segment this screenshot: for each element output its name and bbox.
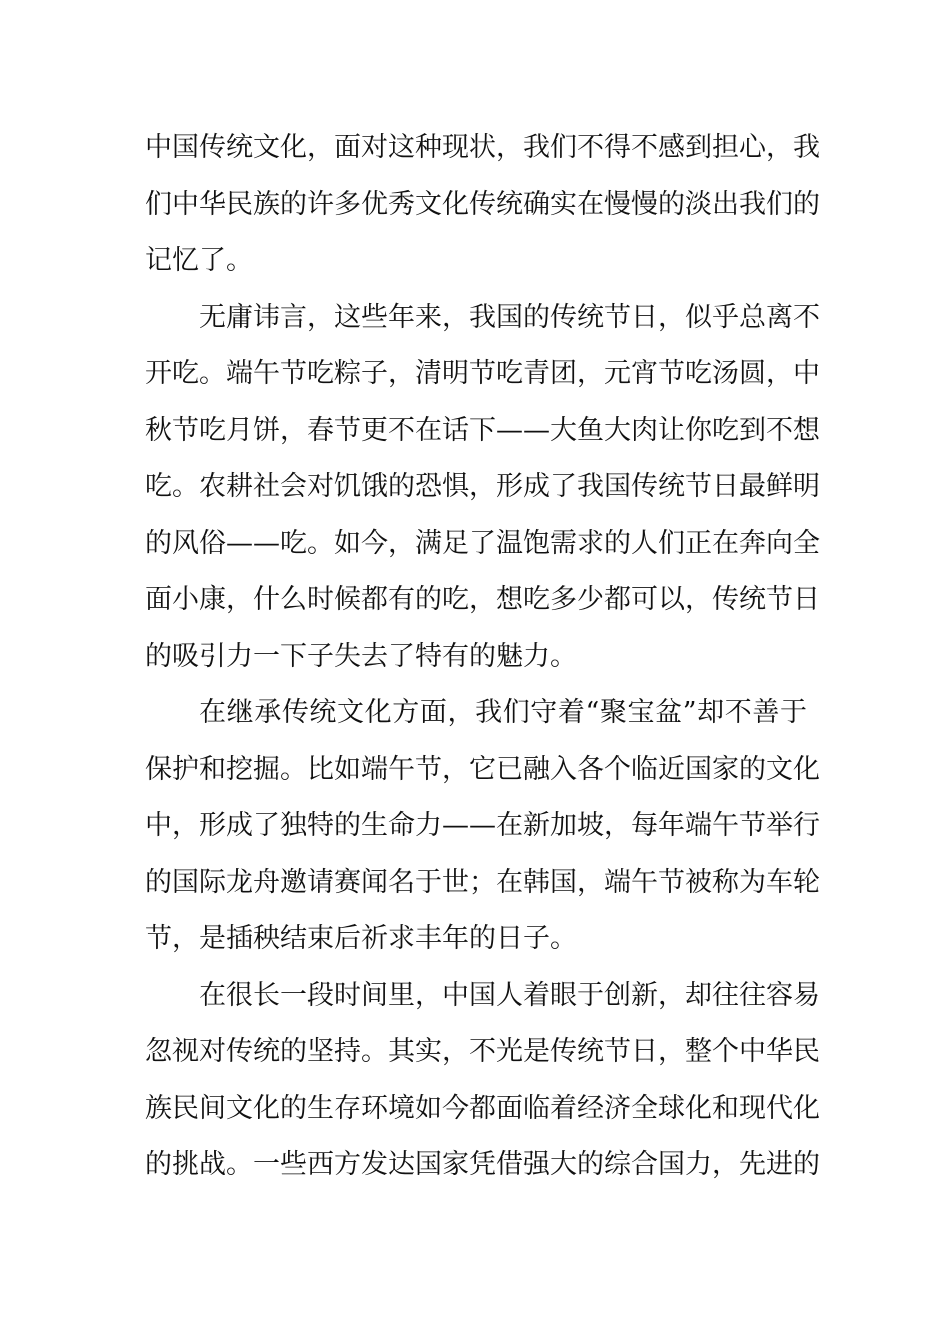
paragraph-3-line-1: 在继承传统文化方面，我们守着“聚宝盆”却不善于 [199, 697, 807, 728]
paragraph-3-line-3: 中，形成了独特的生命力——在新加坡，每年端午节举行 [145, 810, 820, 841]
paragraph-4-line-4: 的挑战。一些西方发达国家凭借强大的综合国力，先进的 [145, 1149, 820, 1180]
paragraph-3-line-5: 节，是插秧结束后祈求丰年的日子。 [145, 923, 577, 954]
document-body [145, 120, 820, 1194]
paragraph-4-line-2: 忽视对传统的坚持。其实，不光是传统节日，整个中华民 [145, 1036, 820, 1067]
paragraph-4-line-1: 在很长一段时间里，中国人着眼于创新，却往往容易 [199, 979, 820, 1011]
paragraph-2-line-1: 无庸讳言，这些年来，我国的传统节日，似乎总离不 [199, 301, 820, 333]
paragraph-4-line-3: 族民间文化的生存环境如今都面临着经济全球化和现代化 [145, 1092, 820, 1124]
paragraph-2-line-6: 面小康，什么时候都有的吃，想吃多少都可以，传统节日 [145, 584, 820, 615]
paragraph-3-line-4: 的国际龙舟邀请赛闻名于世；在韩国，端午节被称为车轮 [145, 866, 820, 898]
paragraph-2-line-4: 吃。农耕社会对饥饿的恐惧，形成了我国传统节日最鲜明 [145, 471, 820, 502]
paragraph-1-line-2: 们中华民族的许多优秀文化传统确实在慢慢的淡出我们的 [145, 188, 820, 220]
paragraph-1-line-1: 中国传统文化，面对这种现状，我们不得不感到担心，我 [145, 132, 820, 163]
paragraph-2-line-2: 开吃。端午节吃粽子，清明节吃青团，元宵节吃汤圆，中 [145, 358, 820, 389]
paragraph-2-line-7: 的吸引力一下子失去了特有的魅力。 [145, 640, 577, 672]
paragraph-3-line-2: 保护和挖掘。比如端午节，它已融入各个临近国家的文化 [145, 753, 820, 785]
paragraph-2-line-5: 的风俗——吃。如今，满足了温饱需求的人们正在奔向全 [145, 527, 820, 559]
paragraph-1-line-3: 记忆了。 [145, 245, 253, 276]
paragraph-2-line-3: 秋节吃月饼，春节更不在话下——大鱼大肉让你吃到不想 [145, 414, 820, 446]
